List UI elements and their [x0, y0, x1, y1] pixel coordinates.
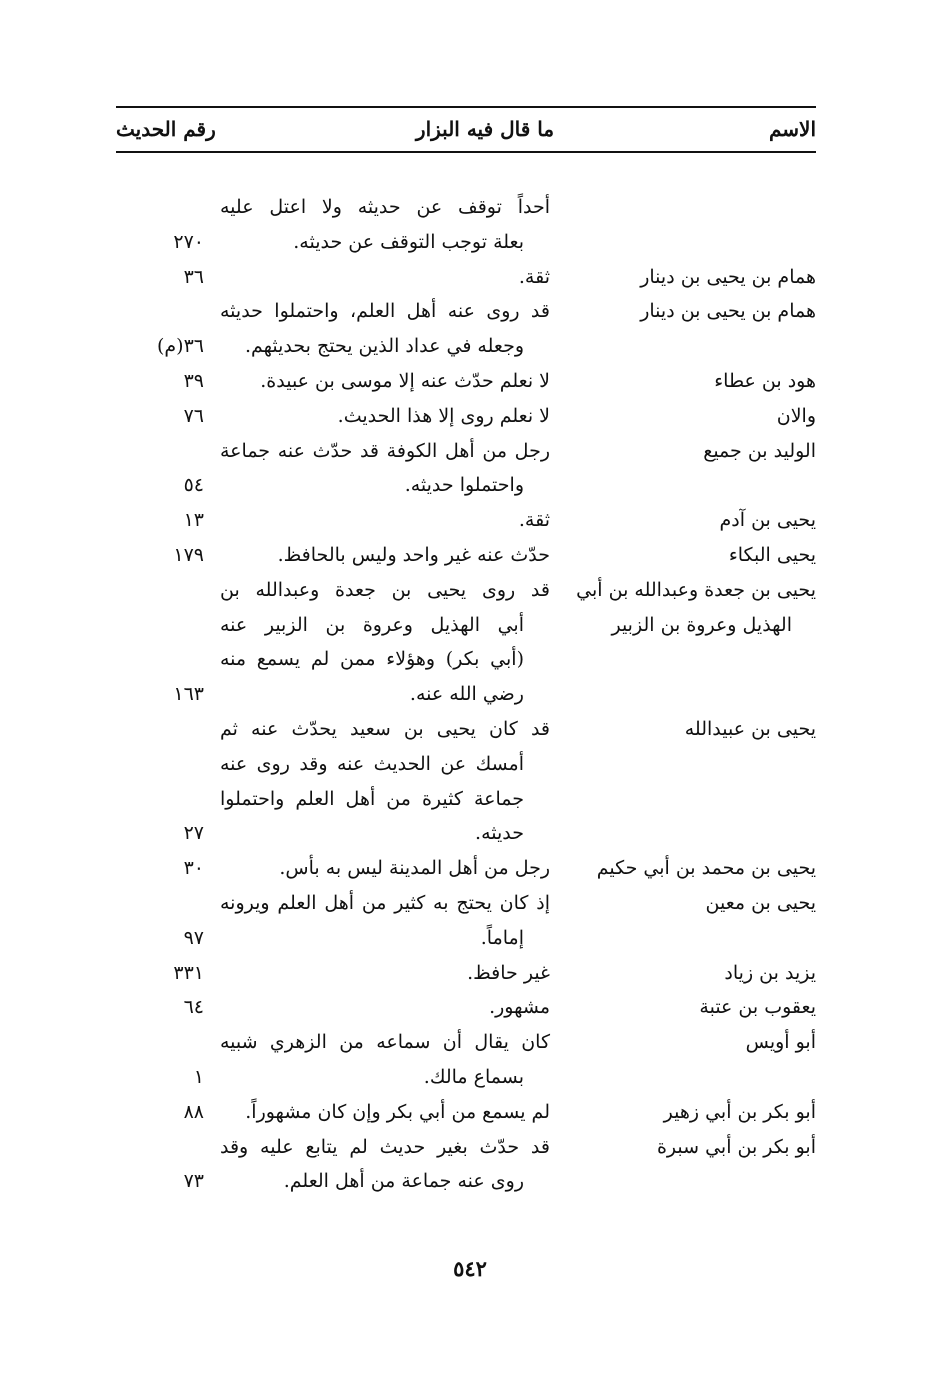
- bazzar-statement: واحتملوا حديثه.: [404, 474, 524, 496]
- bazzar-statement: أبي الهذيل وعروة بن الزبير عنه: [220, 614, 524, 636]
- bazzar-statement: قد كان يحيى بن سعيد يحدّث عنه ثم: [220, 718, 550, 740]
- bazzar-statement: أحداً توقف عن حديثه ولا اعتل عليه: [220, 196, 550, 218]
- bazzar-statement: ثقة.: [518, 509, 550, 531]
- column-header-name: الاسم: [768, 117, 816, 141]
- narrator-name: يحيى بن آدم: [719, 509, 816, 531]
- narrator-name: يحيى بن محمد بن أبي حكيم: [596, 857, 816, 879]
- narrator-name: همام بن يحيى بن دينار: [640, 266, 816, 288]
- narrator-name: هود بن عطاء: [714, 370, 816, 392]
- hadith-number: ٣٩: [183, 370, 204, 392]
- bazzar-statement: لم يسمع من أبي بكر وإن كان مشهوراً.: [245, 1101, 550, 1123]
- hadith-number: ٣٦: [183, 266, 204, 288]
- bazzar-statement: إذ كان يحتج به كثير من أهل العلم ويرونه: [220, 892, 550, 914]
- hadith-number: ١٧٩: [173, 544, 204, 566]
- bazzar-statement: قد روى عنه أهل العلم، واحتملوا حديثه: [220, 300, 550, 322]
- narrator-name: يحيى البكاء: [728, 544, 816, 566]
- column-header-number: رقم الحديث: [116, 117, 216, 141]
- hadith-number: ٣٠: [183, 857, 204, 879]
- narrator-name: أبو بكر بن أبي زهير: [663, 1101, 816, 1123]
- hadith-number: ٨٨: [183, 1101, 204, 1123]
- bazzar-statement: قد روى يحيى بن جعدة وعبدالله بن: [220, 579, 550, 601]
- bazzar-statement: لا نعلم روى إلا هذا الحديث.: [337, 405, 550, 427]
- bazzar-statement: بسماع مالك.: [423, 1066, 524, 1088]
- bazzar-statement: (أبي بكر) وهؤلاء ممن لم يسمع منه: [220, 648, 524, 670]
- bazzar-statement: حدّث عنه غير واحد وليس بالحافظ.: [277, 544, 550, 566]
- hadith-number: ١: [193, 1066, 204, 1088]
- bazzar-statement: بعلة توجب التوقف عن حديثه.: [293, 231, 524, 253]
- bazzar-statement: جماعة كثيرة من أهل العلم واحتملوا: [220, 788, 524, 810]
- narrator-name: أبو أويس: [745, 1031, 816, 1053]
- hadith-number: ١٦٣: [173, 683, 204, 705]
- narrator-name: أبو بكر بن أبي سبرة: [656, 1136, 816, 1158]
- narrator-name: الهذيل وعروة بن الزبير: [611, 614, 792, 636]
- header-top-rule: [116, 106, 816, 108]
- narrator-name: يحيى بن معين: [705, 892, 816, 914]
- bazzar-statement: أمسك عن الحديث عنه وقد روى عنه: [220, 753, 524, 775]
- narrator-name: الوليد بن جميع: [703, 440, 816, 462]
- hadith-number: ٣٦(م): [156, 335, 204, 357]
- bazzar-statement: كان يقال أن سماعه من الزهري شبيه: [220, 1031, 550, 1053]
- hadith-number: ٣٣١: [173, 962, 204, 984]
- bazzar-statement: قد حدّث بغير حديث لم يتابع عليه وقد: [220, 1136, 550, 1158]
- bazzar-statement: حديثه.: [475, 822, 524, 844]
- hadith-number: ٦٤: [183, 996, 204, 1018]
- header-bottom-rule: [116, 151, 816, 153]
- bazzar-statement: لا نعلم حدّث عنه إلا موسى بن عبيدة.: [260, 370, 550, 392]
- bazzar-statement: غير حافظ.: [467, 962, 550, 984]
- narrator-name: والان: [776, 405, 816, 427]
- narrator-name: يحيى بن جعدة وعبدالله بن أبي: [576, 579, 816, 601]
- bazzar-statement: مشهور.: [489, 996, 550, 1018]
- bazzar-statement: رجل من أهل المدينة ليس به بأس.: [279, 857, 550, 879]
- hadith-number: ٧٦: [183, 405, 204, 427]
- narrator-name: يزيد بن زياد: [724, 962, 816, 984]
- hadith-number: ٥٤: [183, 474, 204, 496]
- hadith-number: ٧٣: [183, 1170, 204, 1192]
- hadith-number: ٢٧٠: [173, 231, 204, 253]
- narrator-name: همام بن يحيى بن دينار: [640, 300, 816, 322]
- bazzar-statement: إماماً.: [480, 927, 524, 949]
- hadith-number: ١٣: [183, 509, 204, 531]
- bazzar-statement: رجل من أهل الكوفة قد حدّث عنه جماعة: [220, 440, 550, 462]
- hadith-number: ٢٧: [183, 822, 204, 844]
- hadith-number: ٩٧: [183, 927, 204, 949]
- narrator-name: يعقوب بن عتبة: [699, 996, 816, 1018]
- column-header-said: ما قال فيه البزار: [415, 117, 555, 141]
- narrator-name: يحيى بن عبيدالله: [684, 718, 816, 740]
- bazzar-statement: ثقة.: [518, 266, 550, 288]
- bazzar-statement: وجعله في عداد الذين يحتج بحديثهم.: [244, 335, 524, 357]
- bazzar-statement: روى عنه جماعة من أهل العلم.: [283, 1170, 524, 1192]
- page-number: ٥٤٢: [453, 1256, 487, 1281]
- bazzar-statement: رضي الله عنه.: [409, 683, 524, 705]
